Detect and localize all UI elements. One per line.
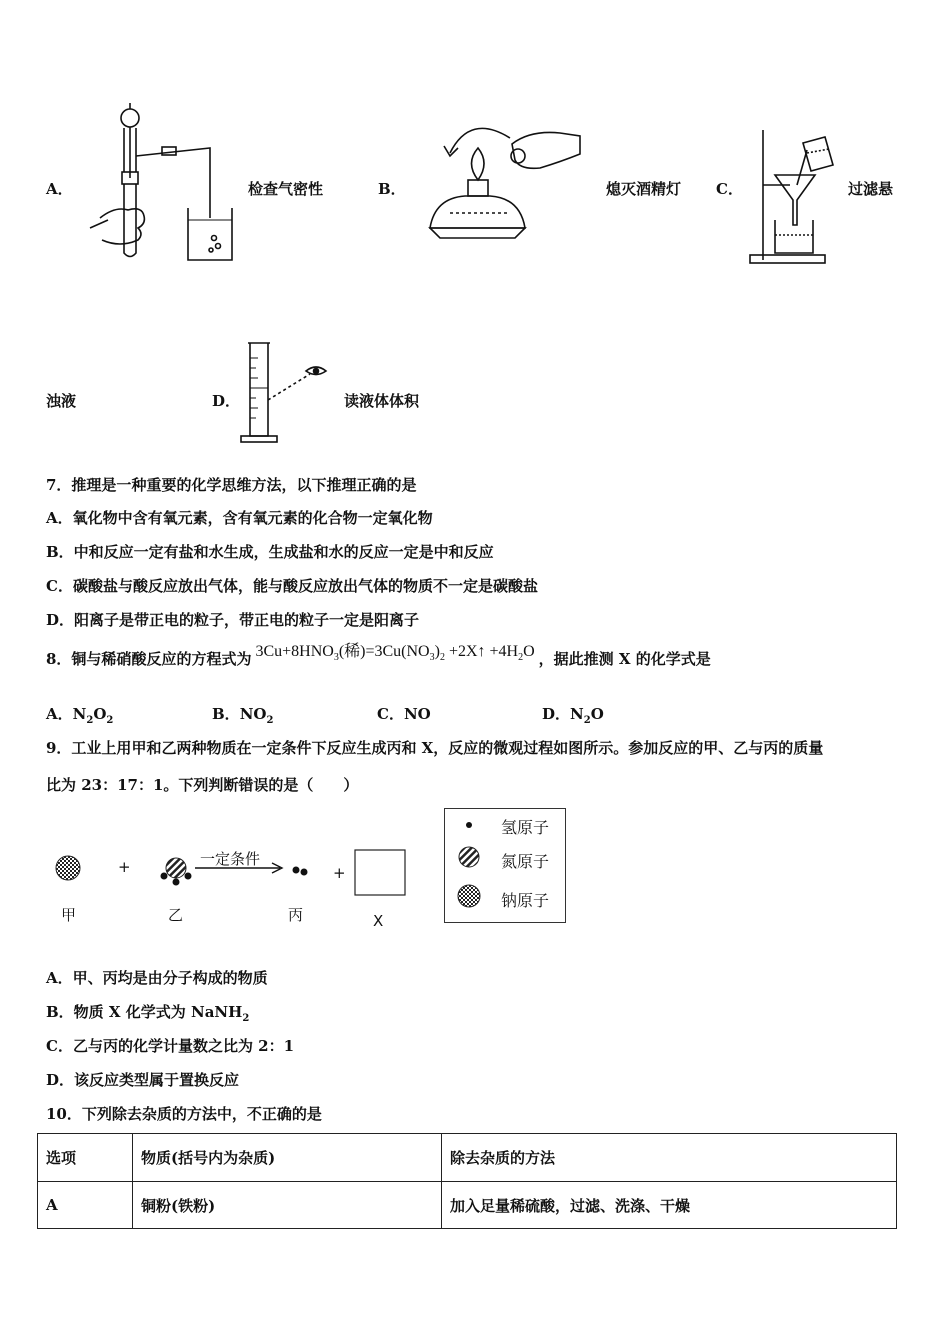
row-a-substance: 铜粉(铁粉) [133,1182,442,1229]
q8-stem-post: ，据此推测 X 的化学式是 [538,650,711,668]
q10-table [37,1133,897,1229]
eq-part-1: 3Cu+8HNO [255,643,334,660]
q8-option-c[interactable] [377,703,431,724]
option-d-text: 读液体体积 [344,392,420,410]
atom-legend [444,808,566,923]
airtightness-apparatus-figure [80,98,260,263]
legend-sodium: 钠原子 [501,891,550,910]
q8-d-label: D． [542,705,571,723]
option-a-label: A． [46,180,73,198]
option-c-text-1: 过滤悬 [848,180,894,198]
q7-option-c[interactable]: C．碳酸盐与酸反应放出气体，能与酸反应放出气体的物质不一定是碳酸盐 [46,577,538,595]
label-x: X [373,912,384,930]
graduated-cylinder-figure [238,338,338,448]
option-b-label: B． [378,180,406,198]
plus-sign-1: + [118,858,131,876]
row-a-method: 加入足量稀硫酸，过滤、洗涤、干燥 [442,1182,897,1229]
q8-stem [46,643,711,671]
table-row[interactable] [38,1182,897,1229]
option-c-label: C． [716,180,743,198]
ammonia-molecule-yi [161,858,192,886]
eq-part-3: ) [434,643,440,660]
q8-d-sub1: 2 [583,715,591,726]
q8-b-main: NO [239,705,267,723]
row-a-option: A [38,1182,133,1229]
q8-a-sub1: 2 [86,715,94,726]
label-yi: 乙 [168,906,184,924]
hydrogen-molecule-bing [293,867,308,876]
label-bing: 丙 [288,906,304,924]
q8-d-main: N [570,705,584,723]
legend-nitrogen-icon [459,847,479,867]
alcohol-lamp-figure [420,118,590,248]
eq-sub-1: 3 [333,652,339,664]
reaction-diagram [40,820,420,930]
header-substance: 物质(括号内为杂质) [133,1134,442,1182]
q7-option-a[interactable]: A．氧化物中含有氧元素，含有氧元素的化合物一定氧化物 [46,509,433,527]
q9-option-b[interactable] [46,1001,249,1024]
q7-option-d[interactable]: D．阳离子是带正电的粒子，带正电的粒子一定是阳离子 [46,611,420,629]
q8-option-b[interactable] [212,703,273,726]
q8-option-a[interactable] [46,703,113,726]
q8-a-main: N [72,705,87,723]
q8-d-mid: O [590,705,604,723]
q7-option-b[interactable]: B．中和反应一定有盐和水生成，生成盐和水的反应一定是中和反应 [46,543,494,561]
eq-part-2: (稀)=3Cu(NO [338,643,430,660]
header-method: 除去杂质的方法 [442,1134,897,1182]
unknown-x-box [355,850,405,895]
q8-b-sub1: 2 [266,715,274,726]
q8-equation [255,638,534,663]
q8-a-sub2: 2 [106,715,114,726]
reaction-condition: 一定条件 [200,850,261,868]
q9-stem-line1: 9．工业上用甲和乙两种物质在一定条件下反应生成丙和 X，反应的微观过程如图所示。参加反应的甲、乙与丙的质量 [46,739,824,757]
legend-nitrogen: 氮原子 [501,852,550,871]
eq-part-5: O [523,643,535,660]
filtration-apparatus-figure [745,125,840,265]
q8-c-label: C． [377,705,404,723]
legend-sodium-icon [458,885,480,907]
q9-option-a[interactable]: A．甲、丙均是由分子构成的物质 [46,969,268,987]
q8-b-label: B． [212,705,240,723]
q7-stem: 7．推理是一种重要的化学思维方法，以下推理正确的是 [46,476,417,494]
legend-hydrogen-icon [466,822,472,828]
eq-sub-2: 3 [429,652,435,664]
eq-sub-4: 2 [518,652,524,664]
option-b-text: 熄灭酒精灯 [606,180,682,198]
q8-stem-pre: 8．铜与稀硝酸反应的方程式为 [46,650,252,668]
option-a-text: 检查气密性 [248,180,324,198]
q8-c-main: NO [403,705,431,723]
option-c-text-2: 浊液 [46,392,77,410]
q9-option-d[interactable]: D．该反应类型属于置换反应 [46,1071,240,1089]
sodium-atom-jia [56,856,80,880]
table-header-row [38,1134,897,1182]
q8-a-mid: O [93,705,107,723]
header-option: 选项 [38,1134,133,1182]
q10-stem: 10．下列除去杂质的方法中，不正确的是 [46,1105,322,1123]
q9-option-b-text: B．物质 X 化学式为 NaNH [46,1003,243,1021]
eq-part-4: +2X↑ +4H [444,643,519,660]
legend-hydrogen: 氢原子 [501,818,550,837]
q8-option-d[interactable] [542,703,604,726]
plus-sign-2: + [333,864,346,882]
q9-option-b-sub: 2 [242,1013,250,1024]
q8-a-label: A． [46,705,73,723]
q9-stem-line2: 比为 23：17：1。下列判断错误的是（ ） [46,776,359,794]
option-d-label: D． [212,392,241,410]
eq-sub-3: 2 [439,652,445,664]
label-jia: 甲 [61,906,77,924]
q9-option-c[interactable]: C．乙与丙的化学计量数之比为 2：1 [46,1037,295,1055]
